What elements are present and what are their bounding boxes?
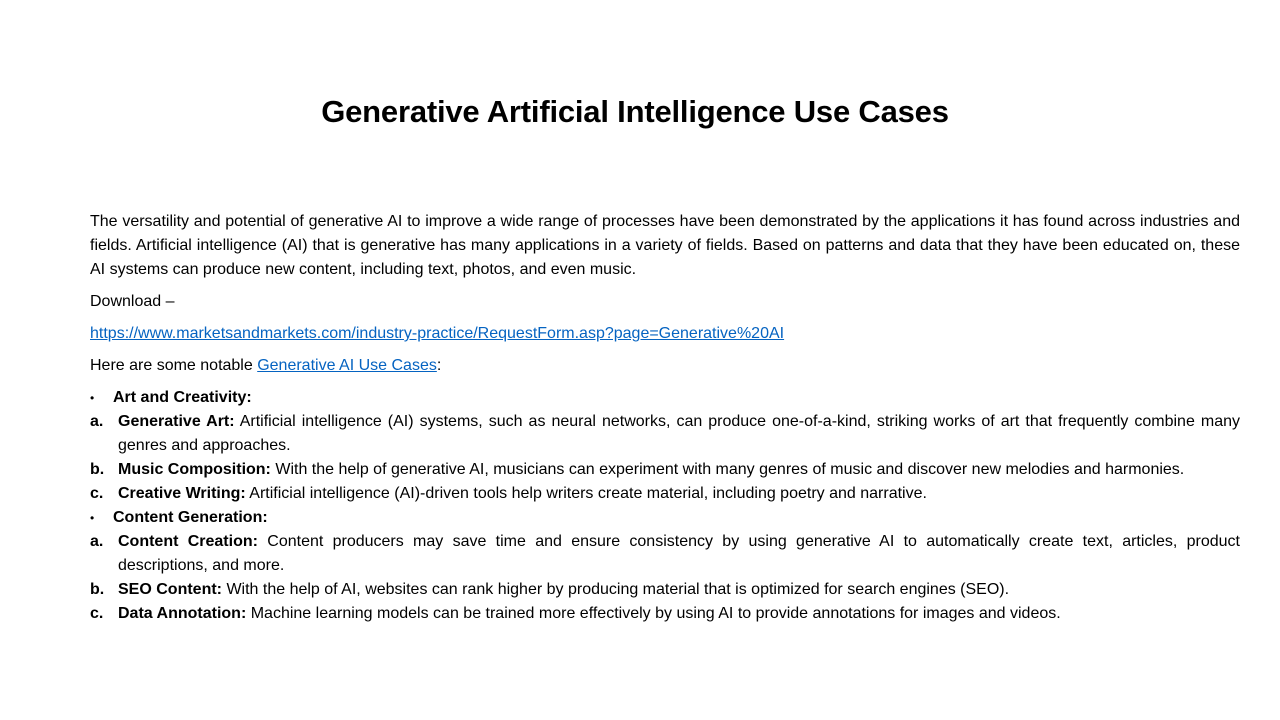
intro-paragraph: The versatility and potential of generative AI to improve a wide range of processes have been demonstrated by the applications it has found across industries and fields. Artificial intelligence (AI) that is generative has many applications in a variety of fields. Based on patterns and data that they have been educated on, these AI systems can produce new content, including text, photos, and even music. <box>90 213 1240 278</box>
item-text <box>118 482 1240 506</box>
notable-suffix: : <box>436 357 442 374</box>
bullet-icon: • <box>90 511 95 525</box>
item-letter: c. <box>90 605 104 622</box>
item-description: Machine learning models can be trained more effectively by using AI to provide annotations for images and videos. <box>246 605 1061 622</box>
item-title: Content Creation: <box>118 533 258 550</box>
item-title: SEO Content: <box>118 581 222 598</box>
item-letter: a. <box>90 413 104 430</box>
download-label: Download – <box>90 293 175 310</box>
item-text <box>118 530 1240 578</box>
item-letter: c. <box>90 485 104 502</box>
section-label: Art and Creativity: <box>113 389 252 406</box>
item-title: Data Annotation: <box>118 605 247 622</box>
section-heading <box>90 386 1240 410</box>
list-item <box>90 602 1240 626</box>
item-text <box>118 410 1240 458</box>
item-text <box>118 578 1240 602</box>
item-letter: b. <box>90 581 105 598</box>
slide-body <box>90 210 1240 626</box>
download-link-line <box>90 322 1240 346</box>
download-link[interactable]: https://www.marketsandmarkets.com/industry-practice/RequestForm.asp?page=Generative%20AI <box>90 325 785 342</box>
item-title: Music Composition: <box>118 461 271 478</box>
notable-line <box>90 354 1240 378</box>
bullet-icon: • <box>90 391 95 405</box>
item-title: Generative Art: <box>118 413 235 430</box>
item-letter: b. <box>90 461 105 478</box>
notable-prefix: Here are some notable <box>90 357 258 374</box>
use-cases-link[interactable]: Generative AI Use Cases <box>257 357 437 374</box>
section-label: Content Generation: <box>113 509 268 526</box>
item-letter: a. <box>90 533 104 550</box>
item-description: Content producers may save time and ensure consistency by using generative AI to automatically create text, articles, product descriptions, and more. <box>118 533 1240 574</box>
list-item <box>90 482 1240 506</box>
slide-title: Generative Artificial Intelligence Use Cases <box>321 94 949 129</box>
item-title: Creative Writing: <box>118 485 246 502</box>
section-heading <box>90 506 1240 530</box>
list-item <box>90 578 1240 602</box>
item-text <box>118 458 1240 482</box>
list-item <box>90 530 1240 578</box>
item-description: With the help of AI, websites can rank higher by producing material that is optimized for search engines (SEO). <box>222 581 1010 598</box>
list-item <box>90 458 1240 482</box>
item-description: With the help of generative AI, musicians can experiment with many genres of music and discover new melodies and harmonies. <box>270 461 1185 478</box>
item-description: Artificial intelligence (AI) systems, such as neural networks, can produce one-of-a-kind, striking works of art that frequently combine many genres and approaches. <box>118 413 1240 454</box>
list-item <box>90 410 1240 458</box>
item-description: Artificial intelligence (AI)-driven tools help writers create material, including poetry and narrative. <box>245 485 927 502</box>
item-text <box>118 602 1240 626</box>
